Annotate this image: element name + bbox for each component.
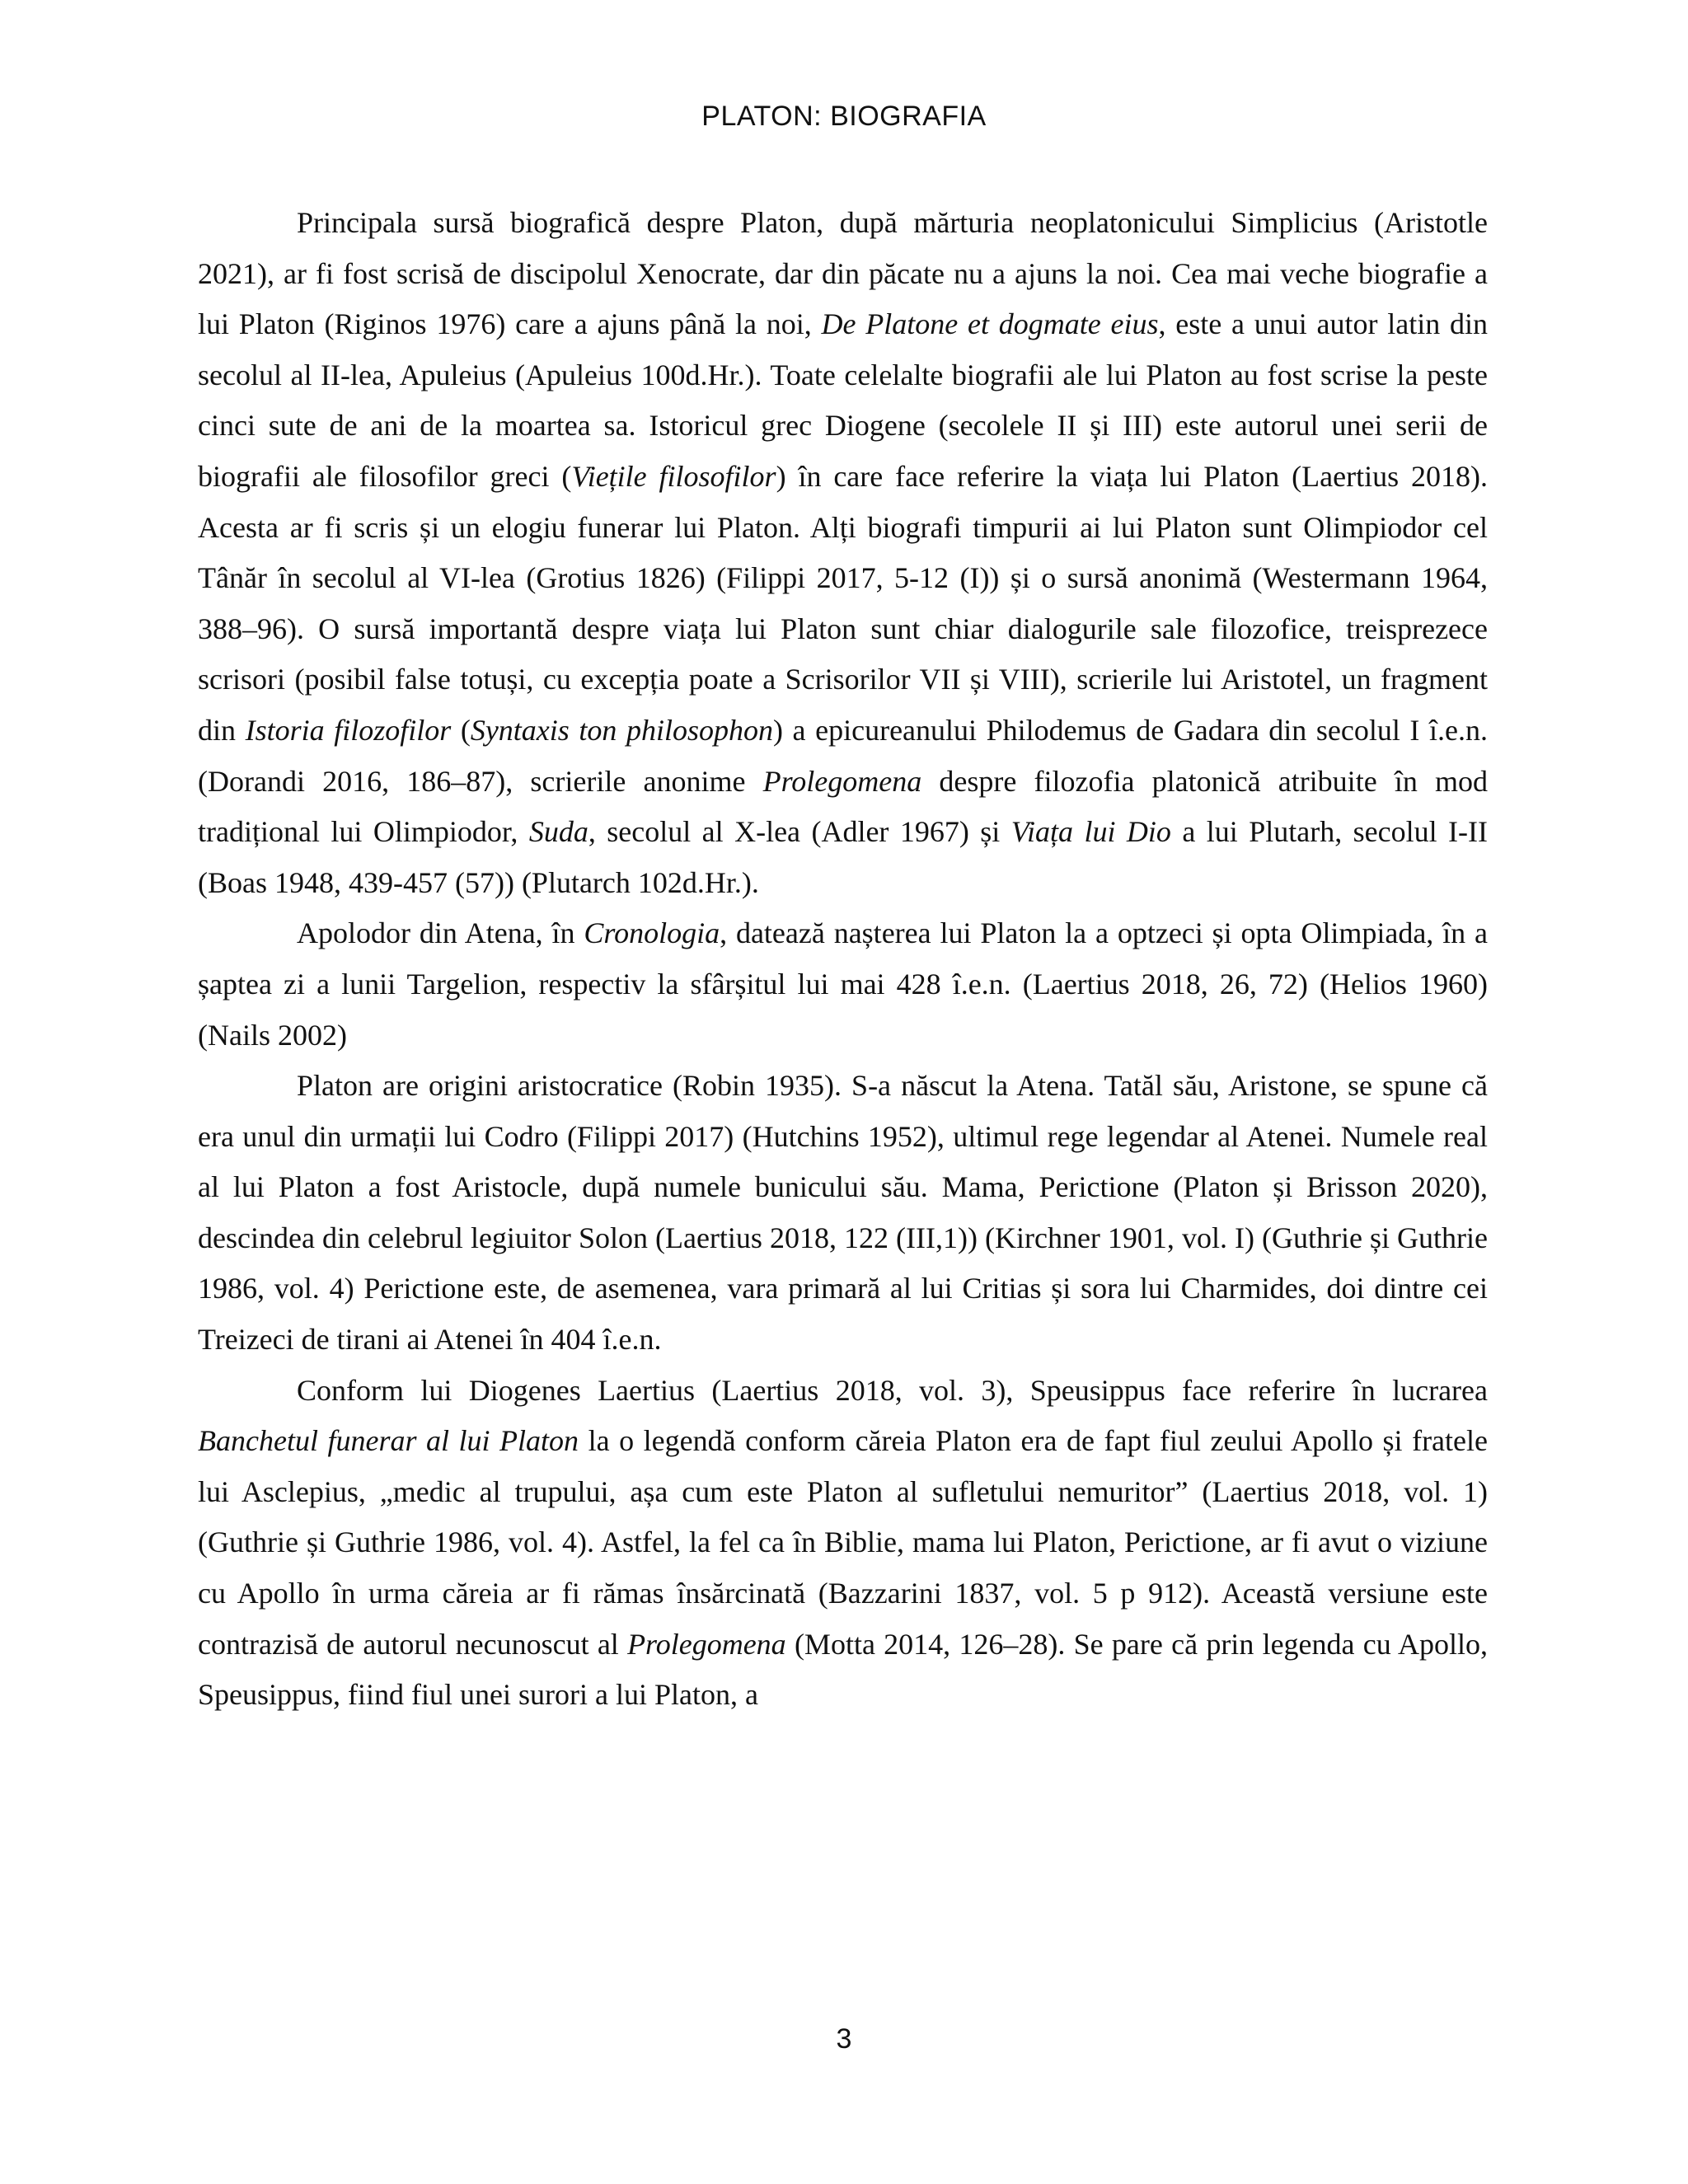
italic-title-text: De Platone et dogmate eius: [821, 307, 1159, 341]
italic-title-text: Syntaxis ton philosophon: [470, 713, 773, 747]
italic-title-text: Banchetul funerar al lui Platon: [198, 1424, 579, 1458]
paragraph-text: Apolodor din Atena, în: [297, 916, 584, 950]
paragraph-text: la o legendă conform căreia Platon era de fapt fiul zeului Apollo și fratele lui Asclepius, „medic al trupului, așa cum este Platon al sufletului nemuritor” (Laertius 2018, vol. 1) (Guthrie și Guthrie 1986, vol. 4). Astfel, la fel ca în Biblie, mama lui Platon, Perictione, ar fi avut o viziune cu Apollo în urma căreia ar fi rămas însărcinată (Bazzarini 1837, vol. 5 p 912). Această versiune este contrazisă de autorul necunoscut al: [198, 1424, 1488, 1661]
body-paragraph: [198, 198, 1488, 908]
italic-title-text: Prolegomena: [627, 1627, 786, 1661]
paragraph-text: , datează nașterea lui Platon la a optzeci și opta Olimpiada, în a șaptea zi a lunii Targelion, respectiv la sfârșitul lui mai 428 î.e.n. (Laertius 2018, 26, 72) (Helios 1960) (Nails 2002): [198, 916, 1488, 1052]
italic-title-text: Viața lui Dio: [1010, 815, 1171, 849]
paragraph-text: ) în care face referire la viața lui Platon (Laertius 2018). Acesta ar fi scris și un elogiu funerar lui Platon. Alți biografi timpurii ai lui Platon sunt Olimpiodor cel Tânăr în secolul al VI-lea (Grotius 1826) (Filippi 2017, 5-12 (I)) și o sursă anonimă (Westermann 1964, 388–96). O sursă importantă despre viața lui Platon sunt chiar dialogurile sale filozofice, treisprezece scrisori (posibil false totuși, cu excepția poate a Scrisorilor VII și VIII), scrierile lui Aristotel, un fragment din: [198, 459, 1488, 747]
page-number: 3: [836, 2023, 852, 2055]
italic-title-text: Viețile filosofilor: [571, 459, 776, 493]
italic-title-text: Cronologia: [584, 916, 720, 950]
running-header: PLATON: BIOGRAFIA: [701, 101, 987, 132]
paragraph-text: Platon are origini aristocratice (Robin 1935). S-a născut la Atena. Tatăl său, Aristone, se spune că era unul din urmații lui Codro (Filippi 2017) (Hutchins 1952), ultimul rege legendar al Atenei. Numele real al lui Platon a fost Aristocle, după numele bunicului său. Mama, Perictione (Platon și Brisson 2020), descindea din celebrul legiuitor Solon (Laertius 2018, 122 (III,1)) (Kirchner 1901, vol. I) (Guthrie și Guthrie 1986, vol. 4) Perictione este, de asemenea, vara primară al lui Critias și sora lui Charmides, doi dintre cei Treizeci de tirani ai Atenei în 404 î.e.n.: [198, 1069, 1488, 1357]
paragraph-text: Conform lui Diogenes Laertius (Laertius 2018, vol. 3), Speusippus face referire în lucrarea: [297, 1373, 1488, 1407]
paragraph-text: (Motta 2014, 126–28). Se pare că prin legenda cu Apollo, Speusippus, fiind fiul unei surori a lui Platon, a: [198, 1627, 1489, 1712]
body-paragraph: [198, 908, 1488, 1061]
body-text: [198, 198, 1488, 1721]
paragraph-text: , este a unui autor latin din secolul al II-lea, Apuleius (Apuleius 100d.Hr.). Toate celelalte biografii ale lui Platon au fost scrise la peste cinci sute de ani de la moartea sa. Istoricul grec Diogene (secolele II și III) este autorul unei serii de biografii ale filosofilor greci (: [198, 307, 1488, 493]
italic-title-text: Istoria filozofilor: [245, 713, 452, 747]
paragraph-text: a lui Plutarh, secolul I-II (Boas 1948, 439-457 (57)) (Plutarch 102d.Hr.).: [198, 815, 1489, 899]
paragraph-text: Principala sursă biografică despre Platon, după mărturia neoplatonicului Simplicius (Aristotle 2021), ar fi fost scrisă de discipolul Xenocrate, dar din păcate nu a ajuns la noi. Cea mai veche biografie a lui Platon (Riginos 1976) care a ajuns până la noi,: [198, 206, 1488, 341]
italic-title-text: Prolegomena: [762, 764, 922, 798]
italic-title-text: Suda: [528, 815, 588, 849]
paragraph-text: ) a epicureanului Philodemus de Gadara din secolul I î.e.n. (Dorandi 2016, 186–87), scrierile anonime: [198, 713, 1488, 798]
body-paragraph: [198, 1061, 1488, 1366]
body-paragraph: [198, 1366, 1488, 1721]
paragraph-text: , secolul al X-lea (Adler 1967) și: [588, 815, 1011, 849]
paragraph-text: (: [451, 713, 471, 747]
paragraph-text: despre filozofia platonică atribuite în mod tradițional lui Olimpiodor,: [198, 764, 1488, 849]
